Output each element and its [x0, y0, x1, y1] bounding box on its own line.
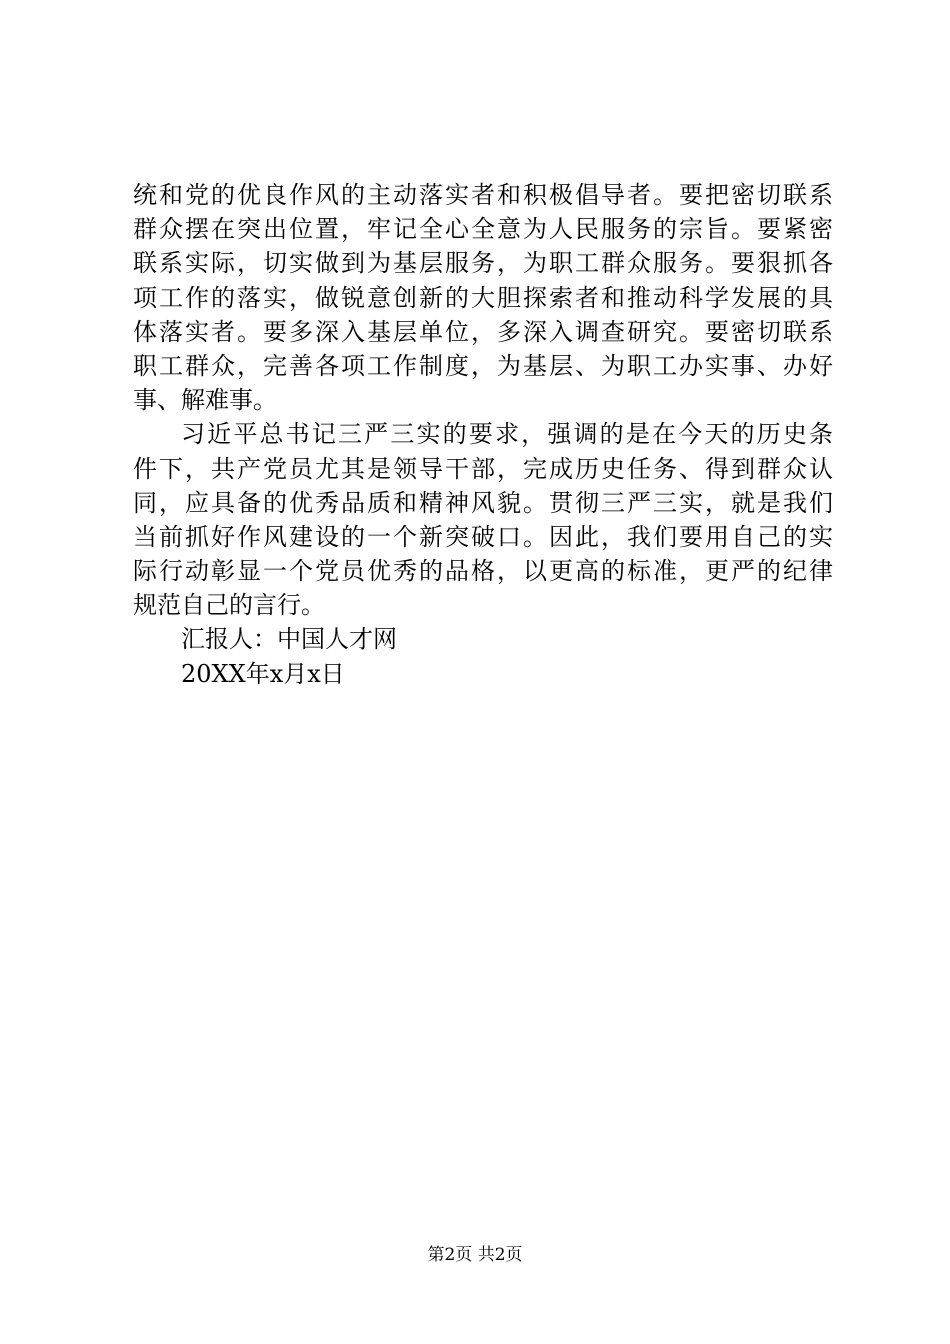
paragraph-line: 规范自己的言行。 — [133, 591, 325, 620]
paragraph-line: 际行动彰显一个党员优秀的品格，以更高的标准，更严的纪律 — [133, 557, 833, 586]
reporter-line: 汇报人：中国人才网 — [181, 625, 397, 654]
paragraph-line: 当前抓好作风建设的一个新突破口。因此，我们要用自己的实 — [133, 522, 833, 551]
paragraph-line: 件下，共产党员尤其是领导干部，完成历史任务、得到群众认 — [133, 454, 833, 483]
paragraph-line: 事、解难事。 — [133, 386, 277, 415]
page-indicator: 第2页 共2页 — [427, 1245, 523, 1265]
paragraph-line: 习近平总书记三严三实的要求，强调的是在今天的历史条 — [181, 420, 833, 449]
paragraph-line: 群众摆在突出位置，牢记全心全意为人民服务的宗旨。要紧密 — [133, 215, 833, 244]
paragraph-line: 体落实者。要多深入基层单位，多深入调查研究。要密切联系 — [133, 317, 833, 346]
document-body — [133, 178, 833, 691]
date-line: 20XX年x月x日 — [181, 659, 345, 688]
paragraph-line: 同，应具备的优秀品质和精神风貌。贯彻三严三实，就是我们 — [133, 488, 833, 517]
paragraph-line: 项工作的落实，做锐意创新的大胆探索者和推动科学发展的具 — [133, 283, 833, 312]
paragraph-2 — [133, 417, 833, 622]
paragraph-line: 统和党的优良作风的主动落实者和积极倡导者。要把密切联系 — [133, 181, 833, 209]
paragraph-1 — [133, 178, 833, 417]
paragraph-line: 联系实际，切实做到为基层服务，为职工群众服务。要狠抓各 — [133, 249, 833, 278]
page-footer — [0, 1244, 950, 1266]
paragraph-line: 职工群众，完善各项工作制度，为基层、为职工办实事、办好 — [133, 351, 833, 380]
